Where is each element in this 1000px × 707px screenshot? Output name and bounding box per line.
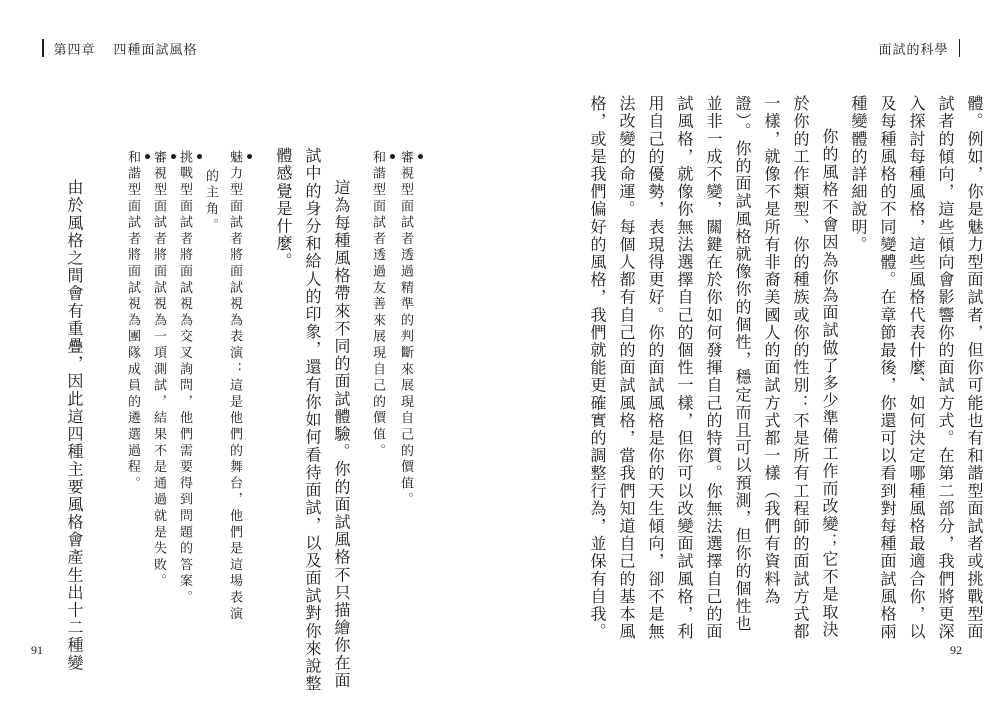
chapter-title: 四種面試風格	[113, 42, 198, 58]
bullet-item	[172, 150, 202, 606]
text-column: 這為每種風格帶來不同的面試體驗。你的面試風格不只描繪你在面	[332, 179, 351, 690]
bullet-text: 和諧型面試者透過友善來展現自己的價值。	[370, 150, 385, 460]
text-column: 你的風格不會因為你為面試做了多少準備工作而改變；它不是取決	[820, 128, 839, 639]
text-column: 入探討每種風格，這些風格代表什麼、如何決定哪種風格最適合你，以	[907, 95, 926, 641]
bullet-list-b	[118, 150, 248, 623]
header-divider-bar	[42, 39, 44, 57]
book-title: 面試的科學	[878, 42, 949, 58]
bullet-item	[120, 150, 150, 492]
bullet-item	[222, 150, 252, 623]
page-number-left: 91	[31, 643, 43, 657]
right-page-text	[583, 95, 989, 641]
header-divider-bar	[959, 39, 961, 57]
left-page-paragraph-b	[60, 147, 89, 672]
bullet-text: 審視型面試者透過精準的判斷來展現自己的價值。	[398, 150, 413, 509]
text-column: 用自己的優勢，表現得更好。你的面試風格是你的天生傾向，卻不是無	[646, 95, 665, 641]
bullet-item	[365, 150, 395, 460]
page-number-right: 92	[950, 643, 962, 657]
bullet-dot	[418, 154, 423, 159]
text-column: 證）。你的面試風格就像你的個性，穩定而且可以預測，但你的個性也	[733, 95, 752, 633]
text-column: 並非一成不變，關鍵在於你如何發揮自己的特質。你無法選擇自己的面	[704, 95, 723, 641]
text-column: 種變體的詳細說明。	[849, 95, 868, 254]
text-column: 由於風格之間會有重疊，因此這四種主要風格會產生出十二種變	[65, 179, 84, 672]
bullet-dot	[390, 154, 395, 159]
bullet-dot	[145, 154, 150, 159]
text-column: 體。例如，你是魅力型面試者，但你可能也有和諧型面試者或挑戰型面	[965, 95, 984, 641]
left-page-paragraph-a	[269, 147, 356, 693]
text-column: 及每種風格的不同變體。在章節最後，你還可以看到對每種面試風格兩	[878, 95, 897, 641]
bullet-list-a	[365, 150, 420, 509]
bullet-text: 審視型面試者將面試視為一項測試，結果不是通過就是失敗。	[151, 150, 166, 591]
text-column: 試中的身分和給人的印象，還有你如何看待面試，以及面試對你來說整	[303, 147, 322, 693]
bullet-dot	[171, 154, 176, 159]
right-running-header	[878, 38, 960, 58]
text-column: 格，或是我們偏好的風格，我們就能更確實的調整行為，並保有自我。	[588, 95, 607, 641]
bullet-dot	[197, 154, 202, 159]
bullet-text: 和諧型面試者將面試視為團隊成員的遴選過程。	[125, 150, 140, 493]
bullet-text: 魅力型面試者將面試視為表演：這是他們的舞台，他們是這場表演	[227, 150, 242, 623]
bullet-text: 挑戰型面試者將面試視為交叉詢問，他們需要得到問題的答案。	[177, 150, 192, 607]
left-running-header	[42, 38, 198, 58]
chapter-number: 第四章	[53, 42, 96, 58]
bullet-dot	[247, 154, 252, 159]
bullet-text: 的主角。	[203, 169, 218, 235]
text-column: 試風格，就像你無法選擇自己的個性一樣，但你可以改變面試風格，利	[675, 95, 694, 641]
text-column: 試者的傾向，這些傾向會影響你的面試方式。在第二部分，我們將更深	[936, 95, 955, 641]
bullet-item	[393, 150, 423, 509]
bullet-item	[146, 150, 176, 590]
text-column: 於你的工作類型、你的種族或你的性別：不是所有工程師的面試方式都	[791, 95, 810, 641]
text-column: 體感覺是什麼。	[274, 147, 293, 271]
text-column: 一樣，就像不是所有非裔美國人的面試方式都一樣（我們有資料為	[762, 95, 781, 606]
text-column: 法改變的命運。每個人都有自己的面試風格，當我們知道自己的基本風	[617, 95, 636, 641]
